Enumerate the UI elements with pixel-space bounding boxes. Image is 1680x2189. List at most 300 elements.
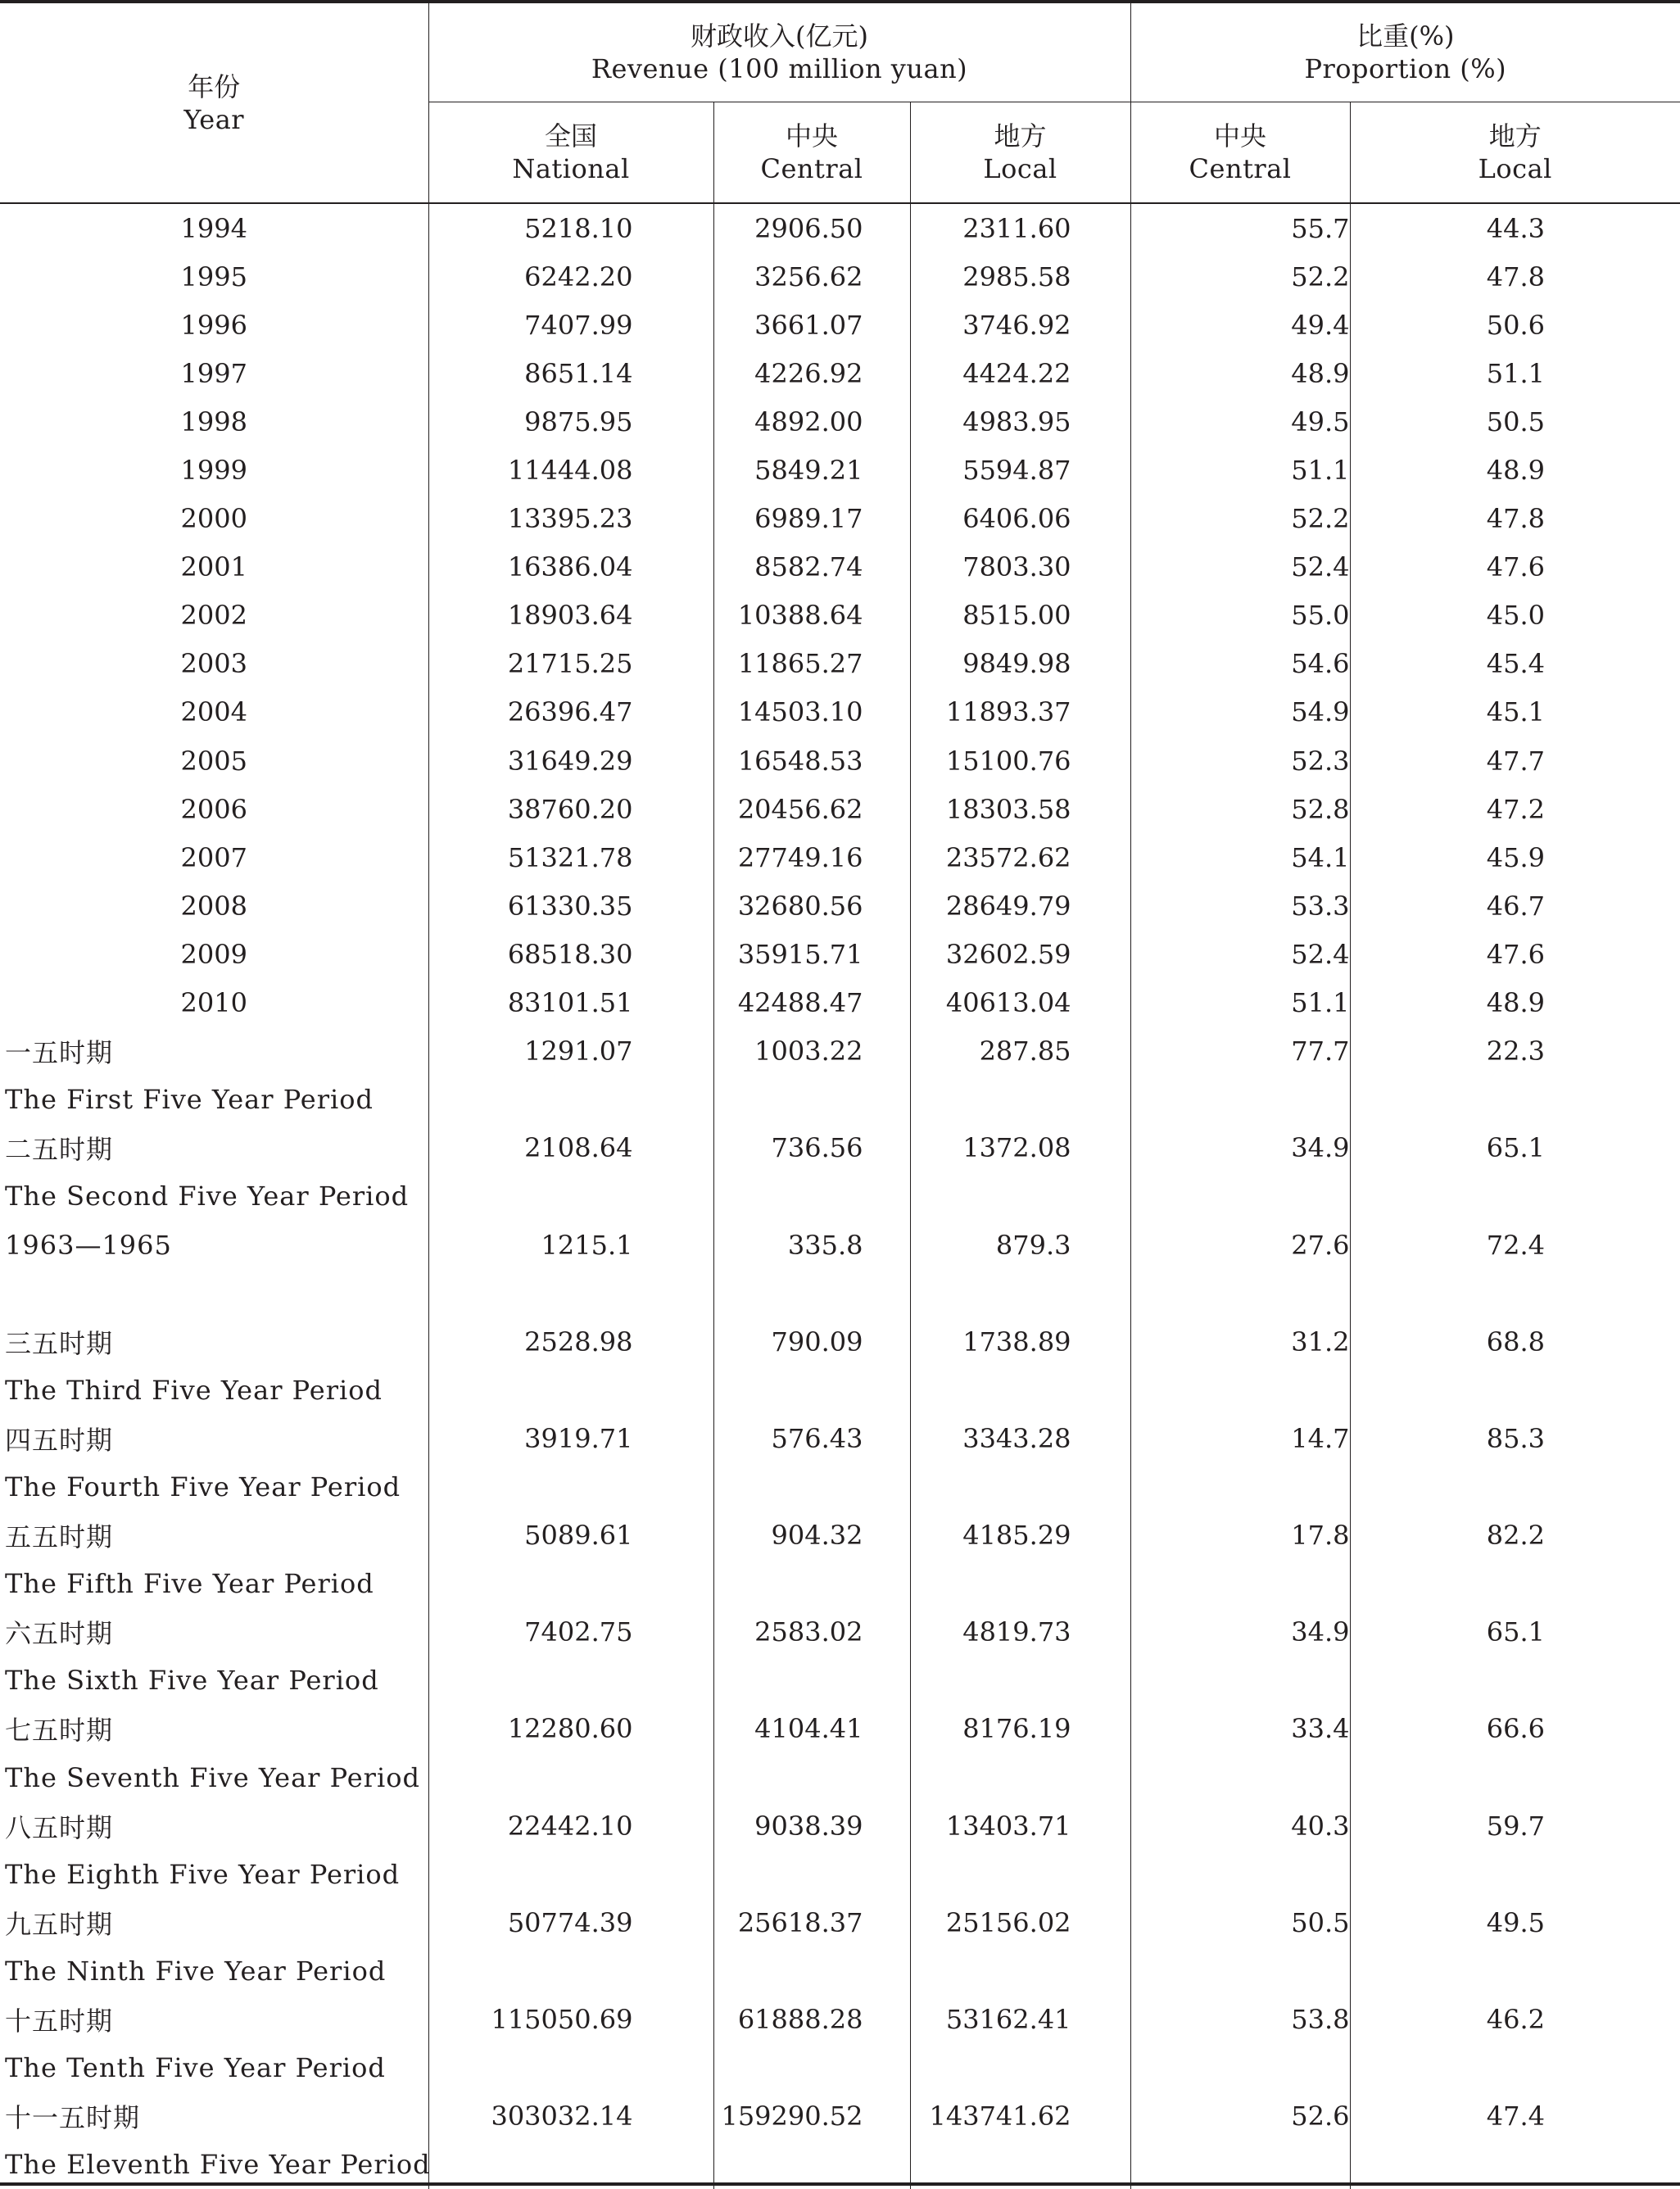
period-row — [0, 1511, 1680, 1560]
year-cell: 1995 — [180, 261, 247, 292]
local-cell: 8176.19 — [910, 1705, 1130, 1753]
central-cell-empty — [713, 1560, 910, 1608]
central-cell: 20456.62 — [713, 785, 910, 833]
central-cell: 27749.16 — [713, 833, 910, 881]
proportion-local-cell: 47.8 — [1350, 252, 1680, 301]
national-cell: 5089.61 — [428, 1511, 713, 1560]
revenue-group-header — [428, 3, 1130, 102]
proportion-central-cell: 55.7 — [1130, 203, 1350, 252]
national-cell: 115050.69 — [428, 1995, 713, 2043]
proportion-local-cell-empty — [1350, 1269, 1680, 1317]
proportion-central-cell: 54.1 — [1130, 833, 1350, 881]
central-cell: 736.56 — [713, 1124, 910, 1172]
proportion-central-cell: 34.9 — [1130, 1124, 1350, 1172]
national-cell-empty — [428, 1560, 713, 1608]
period-row — [0, 1221, 1680, 1269]
proportion-local-cell-empty — [1350, 2141, 1680, 2189]
proportion-central-cell-empty — [1130, 1172, 1350, 1221]
year-cell: 2000 — [180, 503, 247, 535]
proportion-local-cell: 68.8 — [1350, 1317, 1680, 1366]
period-row — [0, 1317, 1680, 1366]
proportion-local-cell-empty — [1350, 2044, 1680, 2092]
central-cell-empty — [713, 1269, 910, 1317]
national-cell: 83101.51 — [428, 979, 713, 1027]
proportion-local-cell: 66.6 — [1350, 1705, 1680, 1753]
proportion-local-cell: 65.1 — [1350, 1124, 1680, 1172]
period-row — [0, 2092, 1680, 2141]
proportion-local-header-cn: 地方 — [1488, 120, 1542, 152]
national-cell: 31649.29 — [428, 736, 713, 785]
national-cell-empty — [428, 2044, 713, 2092]
period-en-row — [0, 1269, 1680, 1317]
period-label-en: The First Five Year Period — [5, 1084, 374, 1116]
proportion-local-cell: 47.8 — [1350, 495, 1680, 543]
proportion-central-cell: 52.6 — [1130, 2092, 1350, 2141]
period-row — [0, 1414, 1680, 1462]
proportion-central-cell: 31.2 — [1130, 1317, 1350, 1366]
table-row — [0, 591, 1680, 640]
table-row — [0, 301, 1680, 349]
central-cell: 16548.53 — [713, 736, 910, 785]
local-cell: 1738.89 — [910, 1317, 1130, 1366]
proportion-central-cell-empty — [1130, 2141, 1350, 2189]
local-cell: 3746.92 — [910, 301, 1130, 349]
central-cell-empty — [713, 2044, 910, 2092]
proportion-local-header-en: Local — [1478, 153, 1552, 184]
local-cell-empty — [910, 1753, 1130, 1802]
local-cell: 53162.41 — [910, 1995, 1130, 2043]
period-label-cn: 六五时期 — [5, 1618, 114, 1650]
year-cell: 2003 — [180, 648, 247, 680]
period-en-row — [0, 2141, 1680, 2189]
central-cell: 159290.52 — [713, 2092, 910, 2141]
table-row — [0, 203, 1680, 252]
national-cell: 12280.60 — [428, 1705, 713, 1753]
proportion-local-cell: 48.9 — [1350, 979, 1680, 1027]
period-label-cn: 五五时期 — [5, 1521, 114, 1553]
central-cell-empty — [713, 2141, 910, 2189]
table-row — [0, 736, 1680, 785]
local-cell-empty — [910, 2141, 1130, 2189]
central-cell: 4104.41 — [713, 1705, 910, 1753]
central-cell-empty — [713, 1947, 910, 1995]
local-cell: 9849.98 — [910, 640, 1130, 688]
year-cell: 2002 — [180, 600, 247, 632]
table-row — [0, 446, 1680, 494]
national-header — [428, 102, 713, 204]
central-header-en: Central — [760, 153, 863, 184]
proportion-central-cell-empty — [1130, 1462, 1350, 1511]
period-row — [0, 1027, 1680, 1076]
central-cell: 1003.22 — [713, 1027, 910, 1076]
period-label-cn: 十五时期 — [5, 2005, 114, 2037]
revenue-table — [0, 3, 1680, 2189]
table-row — [0, 640, 1680, 688]
central-cell: 904.32 — [713, 1511, 910, 1560]
period-en-row — [0, 1947, 1680, 1995]
year-cell: 2001 — [180, 551, 247, 583]
proportion-local-cell: 45.9 — [1350, 833, 1680, 881]
year-cell: 2009 — [180, 938, 247, 970]
proportion-header-en: Proportion (%) — [1304, 53, 1507, 84]
proportion-group-header — [1130, 3, 1680, 102]
local-cell-empty — [910, 1462, 1130, 1511]
proportion-central-cell: 54.6 — [1130, 640, 1350, 688]
proportion-central-header-en: Central — [1189, 153, 1292, 184]
period-row — [0, 1995, 1680, 2043]
central-cell: 790.09 — [713, 1317, 910, 1366]
period-en-row — [0, 1076, 1680, 1124]
proportion-central-cell: 33.4 — [1130, 1705, 1350, 1753]
period-label-en: The Third Five Year Period — [5, 1374, 383, 1406]
period-label-cn: 四五时期 — [5, 1424, 114, 1456]
national-header-en: National — [512, 153, 630, 184]
proportion-local-cell: 44.3 — [1350, 203, 1680, 252]
central-cell: 3661.07 — [713, 301, 910, 349]
proportion-local-cell-empty — [1350, 1366, 1680, 1414]
local-cell: 5594.87 — [910, 446, 1130, 494]
national-cell: 51321.78 — [428, 833, 713, 881]
proportion-central-cell: 54.9 — [1130, 688, 1350, 736]
proportion-central-cell: 53.3 — [1130, 881, 1350, 930]
table-row — [0, 785, 1680, 833]
national-cell-empty — [428, 1366, 713, 1414]
period-label-en: The Seventh Five Year Period — [5, 1761, 420, 1793]
proportion-local-cell: 65.1 — [1350, 1608, 1680, 1656]
local-cell: 25156.02 — [910, 1898, 1130, 1947]
revenue-header-en: Revenue (100 million yuan) — [591, 53, 968, 84]
central-cell: 35915.71 — [713, 930, 910, 978]
local-cell: 2311.60 — [910, 203, 1130, 252]
local-cell: 8515.00 — [910, 591, 1130, 640]
local-cell-empty — [910, 2044, 1130, 2092]
central-cell: 2583.02 — [713, 1608, 910, 1656]
proportion-central-cell-empty — [1130, 1656, 1350, 1705]
year-header-cn: 年份 — [188, 70, 241, 102]
central-header-cn: 中央 — [785, 120, 838, 152]
proportion-central-cell: 49.4 — [1130, 301, 1350, 349]
proportion-central-cell: 27.6 — [1130, 1221, 1350, 1269]
bottom-rule — [0, 2182, 1680, 2186]
national-cell: 3919.71 — [428, 1414, 713, 1462]
year-header — [0, 3, 428, 203]
national-cell: 303032.14 — [428, 2092, 713, 2141]
period-label-cn: 十一五时期 — [5, 2102, 141, 2134]
proportion-local-cell: 50.6 — [1350, 301, 1680, 349]
proportion-central-cell: 52.8 — [1130, 785, 1350, 833]
national-cell-empty — [428, 1947, 713, 1995]
proportion-local-cell: 51.1 — [1350, 349, 1680, 397]
national-cell-empty — [428, 1172, 713, 1221]
period-en-row — [0, 1366, 1680, 1414]
period-en-row — [0, 1560, 1680, 1608]
national-cell: 6242.20 — [428, 252, 713, 301]
local-cell: 287.85 — [910, 1027, 1130, 1076]
table-row — [0, 495, 1680, 543]
table-row — [0, 397, 1680, 446]
central-cell-empty — [713, 1850, 910, 1898]
table-row — [0, 881, 1680, 930]
proportion-central-cell: 14.7 — [1130, 1414, 1350, 1462]
proportion-local-cell-empty — [1350, 1753, 1680, 1802]
proportion-central-cell-empty — [1130, 1947, 1350, 1995]
period-en-row — [0, 1656, 1680, 1705]
central-cell-empty — [713, 1172, 910, 1221]
proportion-local-header — [1350, 102, 1680, 204]
proportion-central-cell: 50.5 — [1130, 1898, 1350, 1947]
table-body — [0, 203, 1680, 2189]
local-cell: 2985.58 — [910, 252, 1130, 301]
national-cell: 22442.10 — [428, 1802, 713, 1850]
national-cell: 50774.39 — [428, 1898, 713, 1947]
national-cell-empty — [428, 1753, 713, 1802]
national-header-cn: 全国 — [544, 120, 597, 152]
period-row — [0, 1608, 1680, 1656]
local-cell: 28649.79 — [910, 881, 1130, 930]
national-cell: 16386.04 — [428, 543, 713, 591]
period-en-row — [0, 1753, 1680, 1802]
year-header-en: Year — [183, 103, 245, 135]
period-label-cn: 七五时期 — [5, 1715, 114, 1747]
proportion-local-cell-empty — [1350, 1947, 1680, 1995]
revenue-header-cn: 财政收入(亿元) — [691, 20, 868, 52]
local-header-en: Local — [983, 153, 1057, 184]
local-cell-empty — [910, 1172, 1130, 1221]
proportion-local-cell-empty — [1350, 1656, 1680, 1705]
period-row — [0, 1124, 1680, 1172]
local-cell-empty — [910, 1850, 1130, 1898]
proportion-local-cell: 47.7 — [1350, 736, 1680, 785]
proportion-local-cell: 72.4 — [1350, 1221, 1680, 1269]
central-cell-empty — [713, 1753, 910, 1802]
national-cell: 38760.20 — [428, 785, 713, 833]
proportion-central-cell: 52.4 — [1130, 930, 1350, 978]
year-cell: 1998 — [180, 406, 247, 437]
proportion-local-cell: 48.9 — [1350, 446, 1680, 494]
proportion-central-cell-empty — [1130, 1753, 1350, 1802]
proportion-local-cell: 45.0 — [1350, 591, 1680, 640]
national-cell: 18903.64 — [428, 591, 713, 640]
local-header — [910, 102, 1130, 204]
proportion-local-cell: 82.2 — [1350, 1511, 1680, 1560]
proportion-central-cell: 53.8 — [1130, 1995, 1350, 2043]
proportion-central-cell-empty — [1130, 1076, 1350, 1124]
local-cell: 40613.04 — [910, 979, 1130, 1027]
central-cell: 61888.28 — [713, 1995, 910, 2043]
table-row — [0, 979, 1680, 1027]
national-cell: 13395.23 — [428, 495, 713, 543]
local-cell-empty — [910, 1656, 1130, 1705]
proportion-local-cell: 45.1 — [1350, 688, 1680, 736]
proportion-local-cell: 45.4 — [1350, 640, 1680, 688]
central-cell: 32680.56 — [713, 881, 910, 930]
local-cell: 4983.95 — [910, 397, 1130, 446]
central-cell: 576.43 — [713, 1414, 910, 1462]
proportion-header-cn: 比重(%) — [1356, 20, 1455, 52]
period-label-en: The Tenth Five Year Period — [5, 2052, 386, 2084]
proportion-local-cell: 85.3 — [1350, 1414, 1680, 1462]
table-row — [0, 349, 1680, 397]
national-cell: 21715.25 — [428, 640, 713, 688]
central-cell-empty — [713, 1656, 910, 1705]
proportion-central-cell: 40.3 — [1130, 1802, 1350, 1850]
national-cell: 61330.35 — [428, 881, 713, 930]
proportion-central-header-cn: 中央 — [1214, 120, 1267, 152]
period-label-en: The Sixth Five Year Period — [5, 1665, 379, 1697]
period-row — [0, 1705, 1680, 1753]
national-cell: 26396.47 — [428, 688, 713, 736]
central-cell: 5849.21 — [713, 446, 910, 494]
national-cell-empty — [428, 1076, 713, 1124]
proportion-local-cell: 47.4 — [1350, 2092, 1680, 2141]
proportion-local-cell: 47.2 — [1350, 785, 1680, 833]
year-cell: 2010 — [180, 987, 247, 1019]
proportion-central-cell: 34.9 — [1130, 1608, 1350, 1656]
period-en-row — [0, 1850, 1680, 1898]
national-cell: 7407.99 — [428, 301, 713, 349]
period-label-cn: 二五时期 — [5, 1134, 114, 1166]
period-label-cn: 三五时期 — [5, 1327, 114, 1359]
central-cell: 2906.50 — [713, 203, 910, 252]
local-cell: 6406.06 — [910, 495, 1130, 543]
local-cell: 3343.28 — [910, 1414, 1130, 1462]
year-cell: 2004 — [180, 696, 247, 728]
period-label-en: The Ninth Five Year Period — [5, 1955, 387, 1987]
proportion-central-cell: 48.9 — [1130, 349, 1350, 397]
period-en-row — [0, 1172, 1680, 1221]
national-cell: 2528.98 — [428, 1317, 713, 1366]
central-cell: 3256.62 — [713, 252, 910, 301]
period-label-en: The Eighth Five Year Period — [5, 1858, 401, 1890]
national-cell-empty — [428, 2141, 713, 2189]
proportion-central-cell: 51.1 — [1130, 979, 1350, 1027]
central-cell: 10388.64 — [713, 591, 910, 640]
proportion-central-cell: 52.2 — [1130, 252, 1350, 301]
local-cell: 4819.73 — [910, 1608, 1130, 1656]
proportion-local-cell: 49.5 — [1350, 1898, 1680, 1947]
local-cell: 13403.71 — [910, 1802, 1130, 1850]
proportion-central-cell-empty — [1130, 1366, 1350, 1414]
central-cell: 335.8 — [713, 1221, 910, 1269]
central-cell: 4892.00 — [713, 397, 910, 446]
local-cell: 32602.59 — [910, 930, 1130, 978]
period-label-en: The Fourth Five Year Period — [5, 1471, 401, 1502]
year-cell: 2005 — [180, 745, 247, 777]
local-cell: 4185.29 — [910, 1511, 1130, 1560]
proportion-local-cell-empty — [1350, 1076, 1680, 1124]
local-header-cn: 地方 — [994, 120, 1047, 152]
proportion-central-cell-empty — [1130, 1850, 1350, 1898]
proportion-local-cell-empty — [1350, 1560, 1680, 1608]
proportion-central-cell: 52.3 — [1130, 736, 1350, 785]
table-row — [0, 688, 1680, 736]
table-row — [0, 252, 1680, 301]
proportion-local-cell: 22.3 — [1350, 1027, 1680, 1076]
period-row — [0, 1898, 1680, 1947]
national-cell-empty — [428, 1462, 713, 1511]
proportion-central-cell: 52.4 — [1130, 543, 1350, 591]
proportion-central-header — [1130, 102, 1350, 204]
proportion-local-cell: 46.7 — [1350, 881, 1680, 930]
proportion-local-cell: 47.6 — [1350, 543, 1680, 591]
period-en-row — [0, 2044, 1680, 2092]
period-label-en: The Eleventh Five Year Period — [5, 2149, 431, 2181]
central-cell: 4226.92 — [713, 349, 910, 397]
year-cell: 2006 — [180, 793, 247, 825]
local-cell-empty — [910, 1947, 1130, 1995]
period-row — [0, 1802, 1680, 1850]
central-cell: 42488.47 — [713, 979, 910, 1027]
local-cell-empty — [910, 1366, 1130, 1414]
year-cell: 2008 — [180, 890, 247, 922]
local-cell: 4424.22 — [910, 349, 1130, 397]
central-cell-empty — [713, 1076, 910, 1124]
central-cell-empty — [713, 1366, 910, 1414]
local-cell: 7803.30 — [910, 543, 1130, 591]
period-label-cn: 一五时期 — [5, 1037, 114, 1069]
year-cell: 1994 — [180, 212, 247, 244]
proportion-central-cell: 55.0 — [1130, 591, 1350, 640]
national-cell: 2108.64 — [428, 1124, 713, 1172]
national-cell-empty — [428, 1269, 713, 1317]
central-header — [713, 102, 910, 204]
central-cell: 9038.39 — [713, 1802, 910, 1850]
national-cell: 68518.30 — [428, 930, 713, 978]
year-cell: 1996 — [180, 309, 247, 341]
period-label-cn: 1963—1965 — [5, 1229, 172, 1261]
local-cell: 23572.62 — [910, 833, 1130, 881]
proportion-local-cell: 47.6 — [1350, 930, 1680, 978]
national-cell: 5218.10 — [428, 203, 713, 252]
proportion-local-cell-empty — [1350, 1462, 1680, 1511]
national-cell: 7402.75 — [428, 1608, 713, 1656]
period-label-en: The Second Five Year Period — [5, 1181, 410, 1212]
national-cell: 1291.07 — [428, 1027, 713, 1076]
central-cell: 25618.37 — [713, 1898, 910, 1947]
proportion-central-cell: 52.2 — [1130, 495, 1350, 543]
year-cell: 1997 — [180, 357, 247, 389]
year-cell: 1999 — [180, 455, 247, 487]
national-cell: 1215.1 — [428, 1221, 713, 1269]
national-cell-empty — [428, 1850, 713, 1898]
local-cell: 879.3 — [910, 1221, 1130, 1269]
proportion-central-cell: 51.1 — [1130, 446, 1350, 494]
table-row — [0, 930, 1680, 978]
local-cell-empty — [910, 1269, 1130, 1317]
proportion-central-cell-empty — [1130, 2044, 1350, 2092]
table-row — [0, 543, 1680, 591]
proportion-central-cell: 17.8 — [1130, 1511, 1350, 1560]
local-cell-empty — [910, 1076, 1130, 1124]
proportion-central-cell-empty — [1130, 1269, 1350, 1317]
national-cell-empty — [428, 1656, 713, 1705]
period-label-en: The Fifth Five Year Period — [5, 1568, 374, 1600]
proportion-local-cell: 46.2 — [1350, 1995, 1680, 2043]
period-en-row — [0, 1462, 1680, 1511]
local-cell: 11893.37 — [910, 688, 1130, 736]
central-cell: 8582.74 — [713, 543, 910, 591]
proportion-central-cell: 77.7 — [1130, 1027, 1350, 1076]
year-cell: 2007 — [180, 841, 247, 873]
local-cell: 18303.58 — [910, 785, 1130, 833]
national-cell: 9875.95 — [428, 397, 713, 446]
proportion-central-cell: 49.5 — [1130, 397, 1350, 446]
proportion-local-cell-empty — [1350, 1172, 1680, 1221]
period-label-cn: 八五时期 — [5, 1811, 114, 1843]
national-cell: 8651.14 — [428, 349, 713, 397]
local-cell: 1372.08 — [910, 1124, 1130, 1172]
local-cell: 15100.76 — [910, 736, 1130, 785]
